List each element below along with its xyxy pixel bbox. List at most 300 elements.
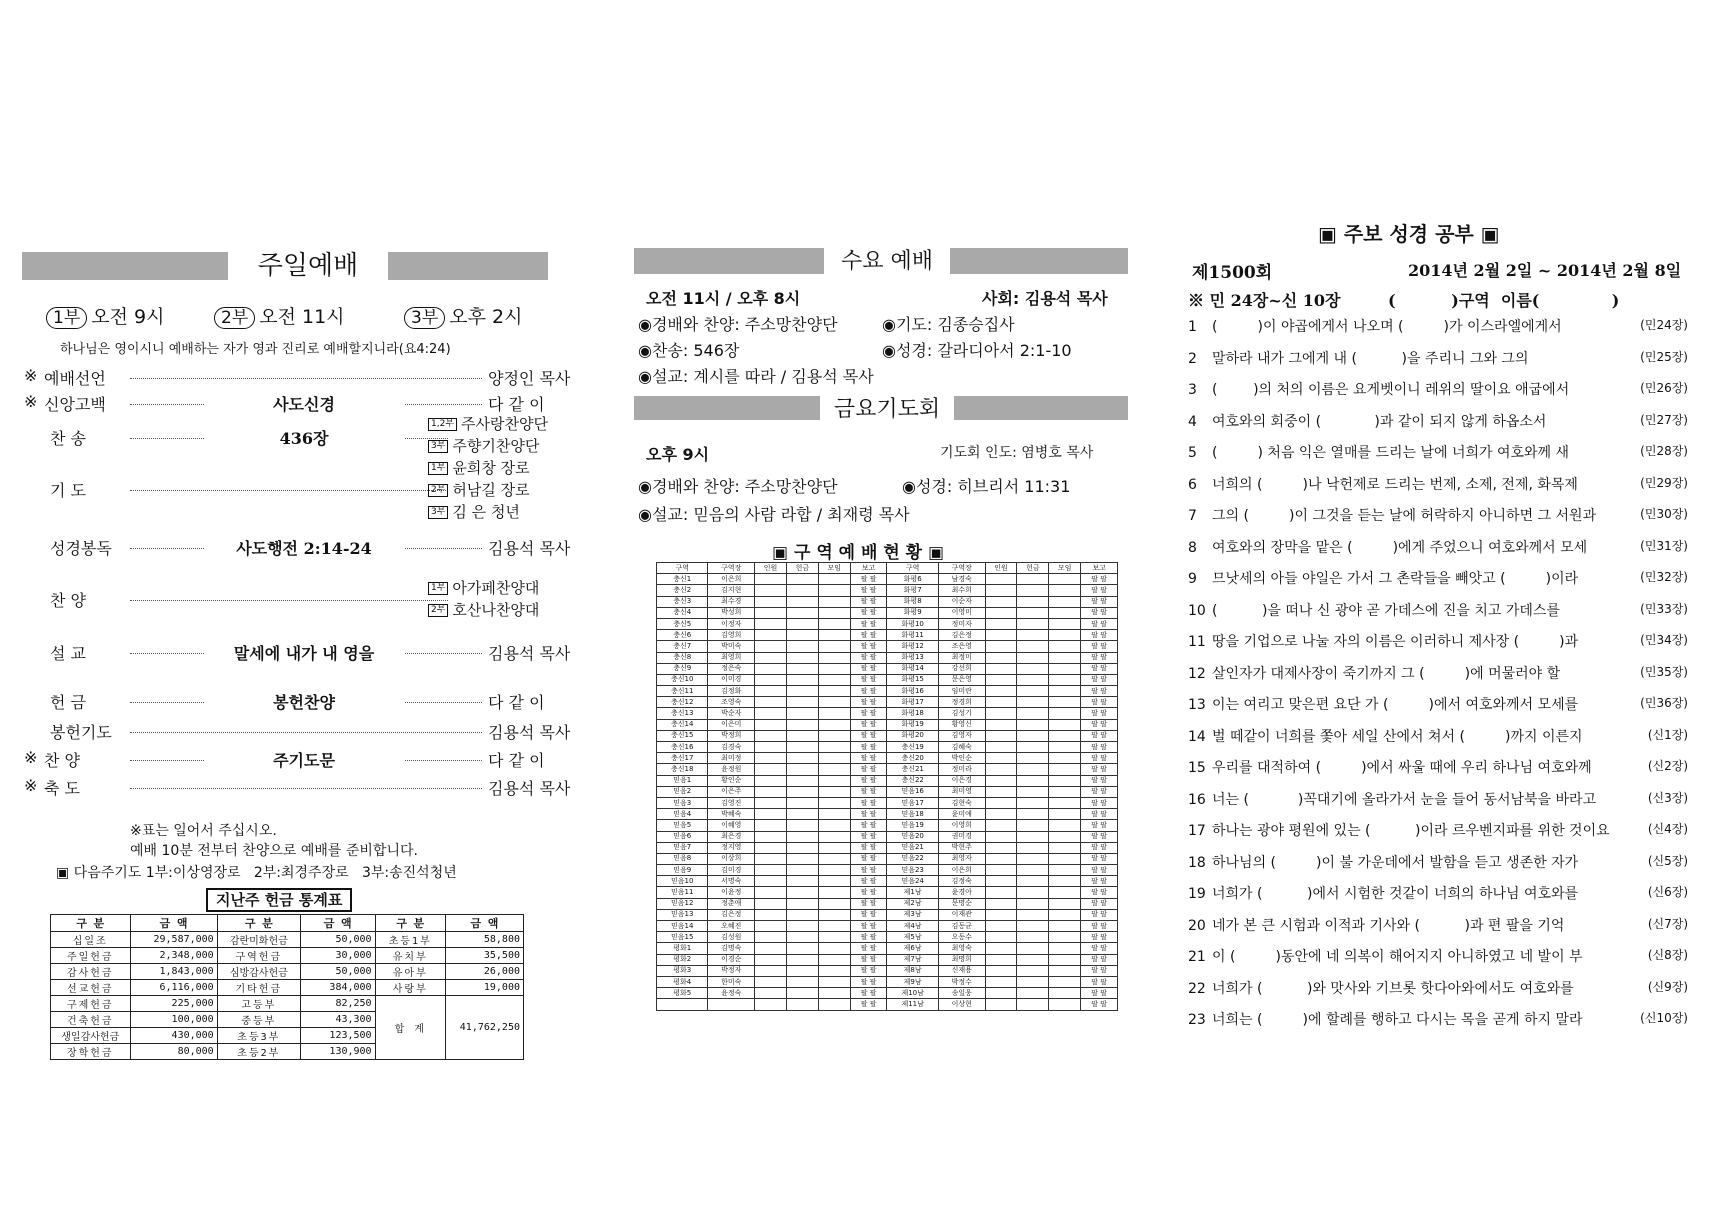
- district-leader-cell: 이상현: [938, 999, 985, 1010]
- district-name-cell: 화평11: [887, 630, 938, 641]
- district-name-cell: 제5남: [887, 932, 938, 943]
- district-empty-cell: [1049, 753, 1081, 764]
- question-row: [1188, 379, 1688, 399]
- order-content: 사도행전 2:14-24: [204, 536, 404, 559]
- offering-cell: 130,900: [300, 1044, 375, 1060]
- question-row: [1188, 915, 1688, 935]
- district-leader-cell: 박정수: [938, 976, 985, 987]
- district-empty-cell: [818, 753, 850, 764]
- district-name-cell: 화평15: [887, 674, 938, 685]
- question-number: 9: [1188, 571, 1197, 587]
- district-empty-cell: [755, 719, 787, 730]
- question-row: [1188, 852, 1688, 872]
- question-text: 하나님의 ( )이 불 가운데에서 발함을 듣고 생존한 자가: [1212, 854, 1579, 871]
- district-empty-cell: [985, 965, 1017, 976]
- district-leader-cell: 조영숙: [708, 697, 755, 708]
- district-empty-cell: [985, 853, 1017, 864]
- district-leader-cell: 최은경: [708, 831, 755, 842]
- district-empty-cell: [755, 764, 787, 775]
- study-range: ※ 민 24장~신 10장: [1188, 291, 1341, 310]
- question-reference: (신8장): [1647, 948, 1688, 962]
- question-reference: (민33장): [1640, 601, 1688, 616]
- district-leader-cell: 신재용: [938, 965, 985, 976]
- district-empty-cell: [1017, 786, 1049, 797]
- district-empty-cell: [786, 764, 818, 775]
- district-name-cell: 제8남: [887, 965, 938, 976]
- district-row: [657, 674, 1118, 685]
- district-empty-cell: [985, 865, 1017, 876]
- sunday-worship-title: 주일예배: [228, 248, 388, 284]
- district-leader-cell: 최미정: [708, 753, 755, 764]
- district-name-cell: 충신16: [657, 742, 708, 753]
- header-cell: 구 분: [217, 915, 300, 932]
- district-empty-cell: [985, 820, 1017, 831]
- district-leader-cell: 김성원: [708, 932, 755, 943]
- district-empty-cell: [985, 697, 1017, 708]
- prayer-performer-2: [428, 479, 530, 500]
- district-empty-cell: [755, 988, 787, 999]
- district-name-cell: 충신10: [657, 674, 708, 685]
- district-empty-cell: [818, 831, 850, 842]
- district-empty-cell: [818, 932, 850, 943]
- district-leader-cell: 박순자: [708, 708, 755, 719]
- question-number: 15: [1188, 760, 1206, 776]
- order-leader: 김용석 목사: [488, 644, 571, 663]
- question-text: 살인자가 대제사장이 죽기까지 그 ( )에 머물러야 할: [1212, 665, 1561, 682]
- district-empty-cell: [818, 887, 850, 898]
- district-leader-cell: 송일웅: [938, 988, 985, 999]
- question-text: 이는 여리고 맞은편 요단 가 ( )에서 여호와께서 모세를: [1212, 697, 1579, 713]
- district-empty-cell: [755, 887, 787, 898]
- order-content: 봉헌찬양: [204, 690, 404, 713]
- header-cell: 구 분: [375, 915, 445, 932]
- question-text: 여호와의 회중이 ( )과 같이 되지 않게 하옵소서: [1212, 413, 1547, 430]
- district-name-cell: 제2남: [887, 898, 938, 909]
- district-empty-cell: [1017, 809, 1049, 820]
- district-name-cell: 충신1: [657, 574, 708, 585]
- district-leader-cell: 김정화: [708, 686, 755, 697]
- district-name-cell: 충신11: [657, 686, 708, 697]
- district-name-cell: 화평20: [887, 730, 938, 741]
- district-empty-cell: [786, 630, 818, 641]
- district-name-cell: 충신21: [887, 764, 938, 775]
- order-label: 성경봉독: [50, 539, 112, 558]
- district-empty-cell: [818, 618, 850, 629]
- offering-table: [50, 914, 524, 1060]
- district-leader-cell: 김은정: [708, 909, 755, 920]
- district-empty-cell: [985, 988, 1017, 999]
- friday-banner: [634, 396, 1128, 420]
- district-empty-cell: [818, 697, 850, 708]
- district-leader-cell: 정춘애: [708, 898, 755, 909]
- district-empty-cell: [1017, 663, 1049, 674]
- offering-cell: 58,800: [445, 932, 523, 948]
- district-empty-cell: [786, 797, 818, 808]
- district-empty-cell: [1017, 686, 1049, 697]
- district-name-cell: 충신6: [657, 630, 708, 641]
- district-name-cell: 믿음14: [657, 921, 708, 932]
- question-number: 21: [1188, 949, 1206, 965]
- district-report-mark: 팔 팔: [850, 607, 887, 618]
- order-label: 설 교: [50, 644, 86, 663]
- header-cell: 금 액: [445, 915, 523, 932]
- district-report-mark: 팔 팔: [1081, 797, 1118, 808]
- order-leader: 김용석 목사: [488, 779, 571, 798]
- district-row: [657, 730, 1118, 741]
- question-number: 2: [1188, 350, 1197, 367]
- wednesday-host: 사회: 김용석 목사: [982, 289, 1108, 308]
- order-label: 축 도: [44, 779, 80, 798]
- district-empty-cell: [1049, 742, 1081, 753]
- order-row: [24, 748, 554, 772]
- district-empty-cell: [755, 976, 787, 987]
- question-row: [1188, 883, 1688, 903]
- friday-sermon: ◉설교: 믿음의 사람 라합 / 최재령 목사: [638, 505, 910, 524]
- question-reference: (민30장): [1640, 507, 1688, 521]
- district-leader-cell: 이은희: [708, 574, 755, 585]
- wednesday-sermon: ◉설교: 계시를 따라 / 김용석 목사: [638, 367, 874, 386]
- district-report-mark: 팔 팔: [850, 976, 887, 987]
- question-number: 12: [1188, 665, 1206, 682]
- district-name-cell: 제6남: [887, 943, 938, 954]
- district-empty-cell: [786, 954, 818, 965]
- study-dates: 2014년 2월 2일 ~ 2014년 2월 8일: [1408, 261, 1682, 280]
- district-leader-cell: 김성기: [938, 708, 985, 719]
- district-name-cell: 믿음19: [887, 820, 938, 831]
- district-name-cell: 충신5: [657, 618, 708, 629]
- district-row: [657, 898, 1118, 909]
- sunday-worship-banner: [22, 252, 548, 280]
- district-report-mark: 팔 팔: [850, 786, 887, 797]
- service-3-tag: 3부: [404, 307, 445, 329]
- offering-total: 41,762,250: [445, 996, 523, 1060]
- standing-note: ※표는 일어서 주십시오.: [130, 823, 277, 839]
- district-name-cell: 평화3: [657, 965, 708, 976]
- district-empty-cell: [818, 842, 850, 853]
- district-empty-cell: [985, 630, 1017, 641]
- district-report-mark: 팔 팔: [1081, 921, 1118, 932]
- praise-performer-2: [428, 599, 539, 620]
- district-report-mark: 팔 팔: [850, 820, 887, 831]
- question-number: 1: [1188, 319, 1197, 335]
- district-row: [657, 921, 1118, 932]
- offering-cell: 유아부: [375, 964, 445, 980]
- district-name-cell: 믿음11: [657, 887, 708, 898]
- district-empty-cell: [1017, 976, 1049, 987]
- district-report-mark: 팔 팔: [1081, 607, 1118, 618]
- district-empty-cell: [985, 764, 1017, 775]
- issue-number: 제1500회: [1192, 263, 1273, 283]
- district-name-cell: 믿음2: [657, 786, 708, 797]
- district-report-mark: 팔 팔: [1081, 865, 1118, 876]
- district-row: [657, 809, 1118, 820]
- district-row: [657, 719, 1118, 730]
- district-empty-cell: [985, 786, 1017, 797]
- district-empty-cell: [755, 674, 787, 685]
- district-name-cell: 믿음9: [657, 865, 708, 876]
- district-report-mark: 팔 팔: [1081, 988, 1118, 999]
- question-row: [1188, 946, 1688, 966]
- district-empty-cell: [1017, 708, 1049, 719]
- district-empty-cell: [985, 618, 1017, 629]
- district-empty-cell: [755, 876, 787, 887]
- question-text: 말하라 내가 그에게 내 ( )을 주리니 그와 그의: [1212, 350, 1529, 367]
- district-header-cell: 보고: [1081, 563, 1118, 574]
- district-leader-cell: 김미경: [708, 865, 755, 876]
- district-leader-cell: 남경숙: [938, 574, 985, 585]
- district-empty-cell: [1049, 865, 1081, 876]
- question-row: [1188, 568, 1688, 588]
- district-empty-cell: [755, 932, 787, 943]
- district-report-mark: 팔 팔: [850, 809, 887, 820]
- district-empty-cell: [786, 831, 818, 842]
- friday-time: 오후 9시: [646, 445, 710, 464]
- district-report-mark: 팔 팔: [1081, 585, 1118, 596]
- district-empty-cell: [1017, 853, 1049, 864]
- district-empty-cell: [786, 596, 818, 607]
- question-row: [1188, 726, 1688, 746]
- district-name-cell: 화평13: [887, 652, 938, 663]
- offering-cell: 50,000: [300, 932, 375, 948]
- district-empty-cell: [985, 719, 1017, 730]
- district-report-mark: 팔 팔: [850, 674, 887, 685]
- district-header-cell: 구역장: [708, 563, 755, 574]
- district-row: [657, 988, 1118, 999]
- district-name-cell: 믿음7: [657, 842, 708, 853]
- district-empty-cell: [1049, 686, 1081, 697]
- district-report-mark: 팔 팔: [1081, 574, 1118, 585]
- district-leader-cell: 최수경: [708, 596, 755, 607]
- question-number: 18: [1188, 854, 1206, 871]
- district-empty-cell: [786, 853, 818, 864]
- district-empty-cell: [755, 663, 787, 674]
- question-number: 8: [1188, 539, 1197, 556]
- performer-name: 주향기찬양단: [452, 437, 540, 455]
- question-row: [1188, 757, 1688, 777]
- offering-cell: 선교헌금: [51, 980, 131, 996]
- district-name-cell: 믿음23: [887, 865, 938, 876]
- service-3-time: 오후 2시: [449, 306, 523, 328]
- district-empty-cell: [818, 607, 850, 618]
- district-row: [657, 876, 1118, 887]
- district-leader-cell: 김명숙: [708, 943, 755, 954]
- offering-cell: 구역헌금: [217, 948, 300, 964]
- district-empty-cell: [786, 574, 818, 585]
- district-empty-cell: [1017, 775, 1049, 786]
- dotted-leader: [130, 378, 482, 379]
- district-name-cell: 믿음4: [657, 809, 708, 820]
- district-empty-cell: [786, 686, 818, 697]
- district-empty-cell: [755, 842, 787, 853]
- district-row: [657, 831, 1118, 842]
- order-leader: 김용석 목사: [488, 723, 571, 742]
- district-leader-cell: 최미영: [938, 786, 985, 797]
- district-leader-cell: 김경숙: [708, 742, 755, 753]
- district-name-cell: 평화5: [657, 988, 708, 999]
- district-empty-cell: [755, 898, 787, 909]
- district-empty-cell: [818, 820, 850, 831]
- district-empty-cell: [786, 887, 818, 898]
- district-name-cell: 충신18: [657, 764, 708, 775]
- district-empty-cell: [755, 607, 787, 618]
- district-empty-cell: [786, 674, 818, 685]
- district-report-mark: 팔 팔: [850, 630, 887, 641]
- district-leader-cell: 정은숙: [708, 663, 755, 674]
- district-empty-cell: [1049, 943, 1081, 954]
- question-number: 13: [1188, 697, 1206, 713]
- district-report-mark: 팔 팔: [1081, 663, 1118, 674]
- offering-cell: 고등부: [217, 996, 300, 1012]
- district-header-row: [657, 563, 1118, 574]
- district-name-cell: 충신15: [657, 730, 708, 741]
- district-leader-cell: 윤정숙: [708, 988, 755, 999]
- question-reference: (민35장): [1640, 664, 1688, 679]
- district-row: [657, 853, 1118, 864]
- district-report-mark: 팔 팔: [850, 663, 887, 674]
- district-row: [657, 797, 1118, 808]
- district-empty-cell: [818, 686, 850, 697]
- district-empty-cell: [1017, 831, 1049, 842]
- question-text: 하나는 광야 평원에 있는 ( )이라 르우벤지파를 위한 것이요: [1212, 823, 1610, 839]
- district-empty-cell: [818, 574, 850, 585]
- question-row: [1188, 537, 1688, 557]
- offering-cell: 50,000: [300, 964, 375, 980]
- question-reference: (민31장): [1640, 538, 1688, 553]
- district-leader-cell: 강선희: [938, 663, 985, 674]
- district-leader-cell: 정미라: [938, 764, 985, 775]
- district-empty-cell: [985, 943, 1017, 954]
- district-name-cell: 믿음8: [657, 853, 708, 864]
- district-row: [657, 764, 1118, 775]
- district-empty-cell: [755, 775, 787, 786]
- district-leader-cell: 황영신: [938, 719, 985, 730]
- question-number: 6: [1188, 476, 1197, 493]
- district-row: [657, 842, 1118, 853]
- offering-row: [51, 980, 524, 996]
- district-name-cell: 믿음3: [657, 797, 708, 808]
- district-empty-cell: [985, 831, 1017, 842]
- offering-cell: 감사헌금: [51, 964, 131, 980]
- stand-mark: ※: [24, 366, 38, 385]
- district-name-cell: 화평10: [887, 618, 938, 629]
- district-name-cell: 화평17: [887, 697, 938, 708]
- performer-name: 아가페찬양대: [452, 579, 540, 597]
- district-empty-cell: [755, 596, 787, 607]
- district-empty-cell: [1049, 630, 1081, 641]
- district-empty-cell: [1049, 909, 1081, 920]
- praise-performer-1: [428, 577, 539, 598]
- service-1-tag: 1부: [46, 307, 87, 329]
- district-empty-cell: [755, 641, 787, 652]
- dotted-leader: [130, 600, 448, 601]
- wednesday-hymn: ◉찬송: 546장: [638, 341, 740, 360]
- district-report-mark: 팔 팔: [1081, 965, 1118, 976]
- district-report-mark: 팔 팔: [850, 596, 887, 607]
- question-reference: (민26장): [1640, 381, 1688, 395]
- district-row: [657, 887, 1118, 898]
- part-tag: 3부: [428, 506, 448, 519]
- offering-cell: 80,000: [130, 1044, 217, 1060]
- question-reference: (신2장): [1647, 759, 1688, 773]
- district-report-mark: 팔 팔: [1081, 976, 1118, 987]
- district-empty-cell: [755, 618, 787, 629]
- district-name-cell: 믿음16: [887, 786, 938, 797]
- district-leader-cell: 김영희: [708, 630, 755, 641]
- offering-cell: 100,000: [130, 1012, 217, 1028]
- district-empty-cell: [985, 663, 1017, 674]
- question-row: [1188, 348, 1688, 368]
- district-leader-cell: 김영자: [938, 730, 985, 741]
- district-leader-cell: 이상희: [708, 853, 755, 864]
- question-reference: (민32장): [1640, 570, 1688, 584]
- question-text: ( ) 처음 익은 열매를 드리는 날에 너희가 여호와께 새: [1212, 445, 1570, 461]
- question-text: 너희는 ( )에 할례를 행하고 다시는 목을 곧게 하지 말라: [1212, 1012, 1583, 1028]
- district-header-cell: 인원: [985, 563, 1017, 574]
- question-row: [1188, 820, 1688, 840]
- district-empty-cell: [818, 809, 850, 820]
- district-empty-cell: [1017, 887, 1049, 898]
- district-leader-cell: 이은미: [708, 719, 755, 730]
- friday-scripture: ◉성경: 히브리서 11:31: [902, 477, 1071, 496]
- district-name-cell: 제4남: [887, 921, 938, 932]
- district-empty-cell: [985, 932, 1017, 943]
- district-report-mark: 팔 팔: [1081, 775, 1118, 786]
- district-report-mark: 팔 팔: [850, 641, 887, 652]
- district-row: [657, 652, 1118, 663]
- district-empty-cell: [1049, 663, 1081, 674]
- district-row: [657, 641, 1118, 652]
- district-empty-cell: [755, 697, 787, 708]
- district-report-mark: 팔 팔: [1081, 842, 1118, 853]
- district-empty-cell: [786, 820, 818, 831]
- district-empty-cell: [1049, 831, 1081, 842]
- district-empty-cell: [985, 674, 1017, 685]
- question-number: 17: [1188, 823, 1206, 839]
- district-leader-cell: 이혜영: [708, 820, 755, 831]
- question-text: 너희가 ( )에서 시험한 것같이 너희의 하나님 여호와를: [1212, 886, 1579, 902]
- question-text: 네가 본 큰 시험과 이적과 기사와 ( )과 편 팔을 기억: [1212, 917, 1565, 934]
- district-empty-cell: [985, 607, 1017, 618]
- district-empty-cell: [818, 674, 850, 685]
- district-empty-cell: [1049, 618, 1081, 629]
- district-empty-cell: [818, 775, 850, 786]
- district-leader-cell: 권미경: [938, 831, 985, 842]
- service-2-time: 오전 11시: [259, 306, 345, 328]
- district-row: [657, 932, 1118, 943]
- district-report-mark: 팔 팔: [1081, 686, 1118, 697]
- district-row: [657, 742, 1118, 753]
- order-leader: 다 같 이: [488, 751, 545, 770]
- district-row: [657, 865, 1118, 876]
- question-reference: (신9장): [1647, 979, 1688, 994]
- question-row: [1188, 789, 1688, 809]
- district-header-cell: 인원: [755, 563, 787, 574]
- district-empty-cell: [786, 641, 818, 652]
- district-empty-cell: [985, 909, 1017, 920]
- district-report-mark: 팔 팔: [850, 898, 887, 909]
- district-empty-cell: [657, 999, 708, 1010]
- district-leader-cell: 황인순: [708, 775, 755, 786]
- district-name-cell: 제11남: [887, 999, 938, 1010]
- district-report-mark: 팔 팔: [1081, 697, 1118, 708]
- question-text: ( )을 떠나 신 광야 곧 가데스에 진을 치고 가데스를: [1212, 602, 1560, 619]
- district-empty-cell: [786, 786, 818, 797]
- district-empty-cell: [786, 742, 818, 753]
- question-number: 3: [1188, 382, 1197, 398]
- district-report-mark: 팔 팔: [1081, 742, 1118, 753]
- district-empty-cell: [985, 842, 1017, 853]
- offering-cell: 2,348,000: [130, 948, 217, 964]
